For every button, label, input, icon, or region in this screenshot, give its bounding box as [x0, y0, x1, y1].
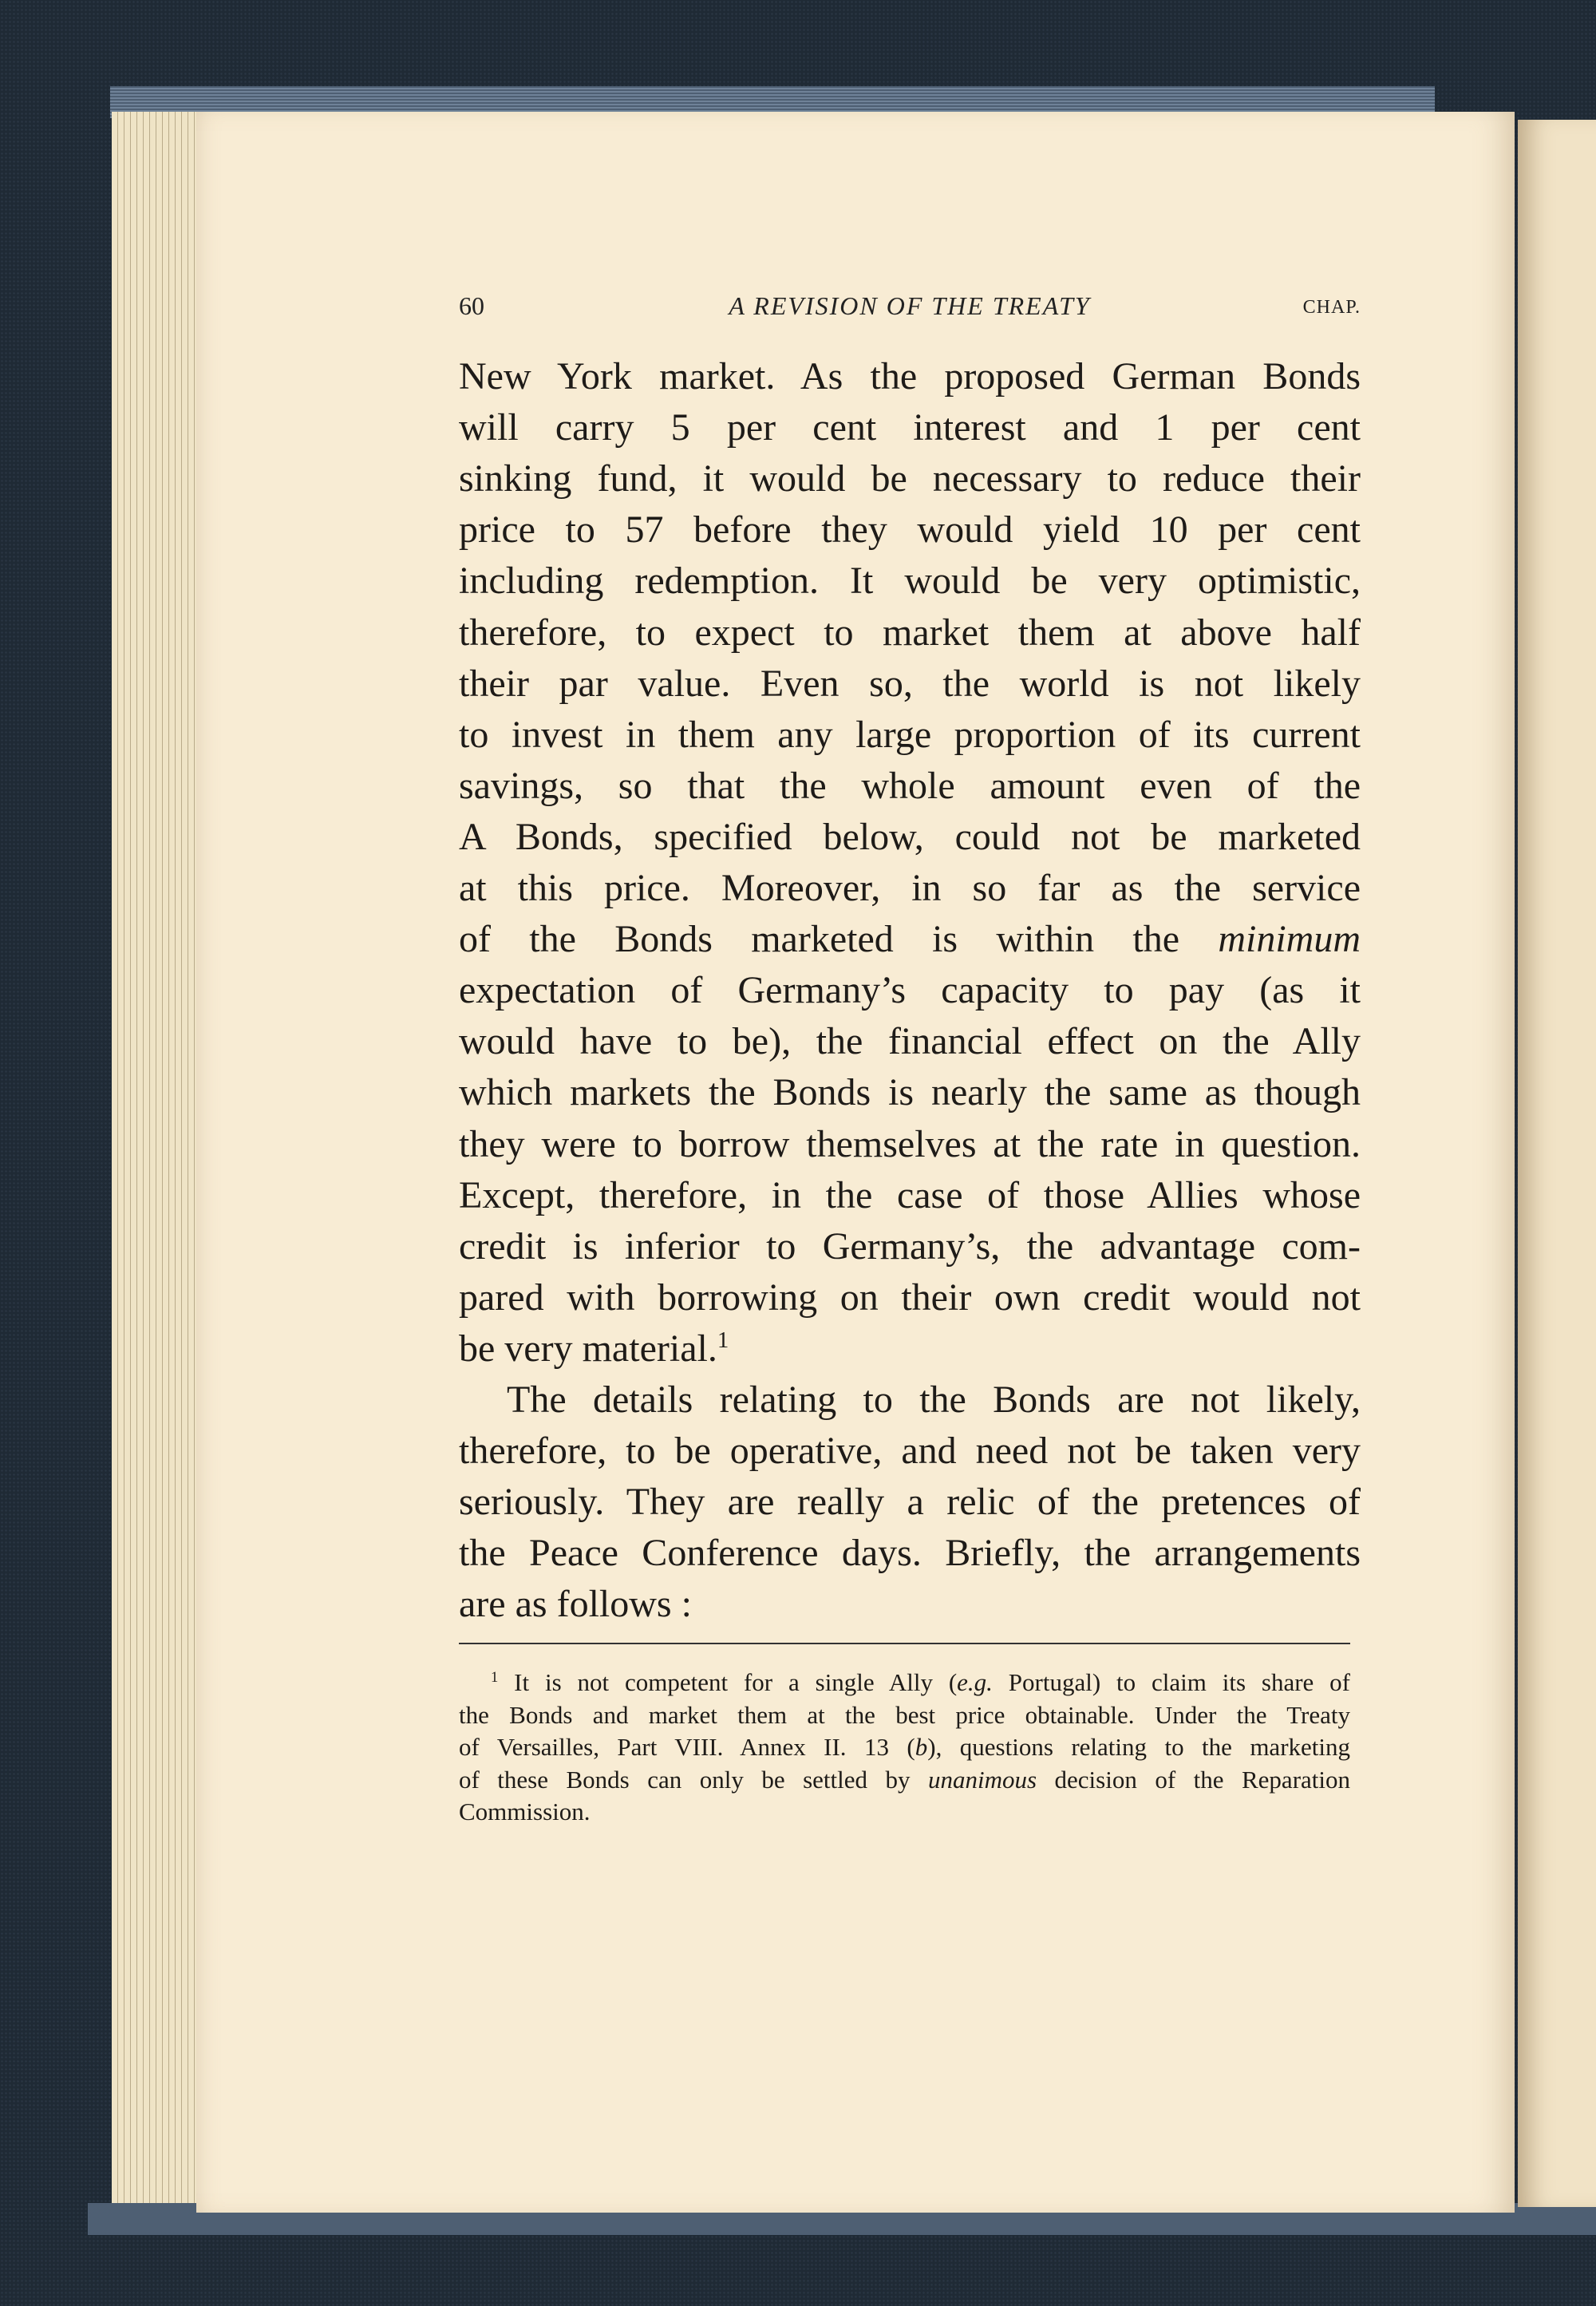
text-span: b [915, 1733, 928, 1761]
text-line [459, 1173, 1361, 1216]
text-span: pared with borrowing on their own credit would not [459, 1276, 1361, 1319]
text-line [459, 1585, 1361, 1624]
text-span: which markets the Bonds is nearly the same as though [459, 1071, 1361, 1114]
text-span: New York market. As the proposed German Bonds [459, 355, 1361, 398]
text-line [459, 1022, 1361, 1061]
text-line [459, 713, 1361, 756]
chapter-label: CHAP. [1302, 297, 1361, 318]
footnote-marker: 1 [717, 1327, 729, 1353]
text-span: price to 57 before they would yield 10 per cent [459, 508, 1361, 552]
text-span: therefore, to be operative, and need not be taken very [459, 1430, 1361, 1473]
text-span: It is not competent for a single Ally ( [498, 1668, 958, 1696]
text-span: seriously. They are really a relic of the pretences of [459, 1481, 1361, 1524]
text-span: will carry 5 per cent interest and 1 per cent [459, 406, 1361, 449]
text-span: unanimous [927, 1765, 1037, 1794]
text-span: Except, therefore, in the case of those Allies whose [459, 1173, 1361, 1216]
page-edges [112, 112, 207, 2219]
text-line [459, 1430, 1361, 1473]
text-span: at this price. Moreover, in so far as the service [459, 867, 1361, 909]
text-span: to invest in them any large proportion of its current [459, 713, 1361, 756]
text-line [459, 1532, 1361, 1575]
running-title: A REVISION OF THE TREATY [729, 291, 1091, 320]
facing-page [1518, 120, 1596, 2207]
text-span: e.g. [957, 1668, 993, 1696]
text-span: would have to be), the financial effect on the Ally [459, 1020, 1361, 1063]
text-line [459, 971, 1361, 1010]
text-line [459, 406, 1361, 449]
text-span: of these Bonds can only be settled by [459, 1765, 928, 1794]
text-span: the Peace Conference days. Briefly, the arrangements [459, 1532, 1361, 1575]
footnote-rule [459, 1643, 1350, 1644]
footnote-line [459, 1767, 1350, 1792]
text-span: minimum [1218, 918, 1361, 961]
text-line [459, 611, 1361, 654]
footnote-line [459, 1670, 1350, 1695]
text-line [459, 1224, 1361, 1268]
text-line [459, 920, 1361, 959]
text-span: ), questions relating to the marketing [927, 1733, 1351, 1761]
text-line [459, 869, 1361, 908]
footnote-marker: 1 [491, 1668, 499, 1686]
text-span: expectation of Germany’s capacity to pay (as it [459, 969, 1361, 1012]
text-line [459, 1071, 1361, 1114]
text-span: including redemption. It would be very optimistic, [459, 560, 1361, 603]
text-line [459, 1276, 1361, 1319]
text-span: the Bonds and market them at the best price obtainable. Under the Treaty [459, 1700, 1350, 1729]
text-line [459, 508, 1361, 552]
text-span: they were to borrow themselves at the rate in question. [459, 1122, 1361, 1165]
text-line [459, 815, 1361, 858]
text-line [459, 1378, 1361, 1421]
text-line [459, 1481, 1361, 1524]
text-line [459, 1122, 1361, 1165]
text-span: decision of the Reparation [1037, 1765, 1350, 1794]
text-span: are as follows : [459, 1583, 692, 1626]
text-span: sinking fund, it would be necessary to reduce their [459, 457, 1361, 500]
footnote-line [459, 1700, 1350, 1729]
text-line [459, 457, 1361, 500]
text-span: of the Bonds marketed is within the [459, 918, 1219, 961]
text-line [459, 662, 1361, 705]
text-span: savings, so that the whole amount even of the [459, 764, 1361, 807]
text-line [459, 355, 1361, 398]
text-line [459, 764, 1361, 807]
text-span: of Versailles, Part VIII. Annex II. 13 ( [459, 1733, 915, 1761]
text-span: their par value. Even so, the world is not likely [459, 662, 1361, 705]
text-span: therefore, to expect to market them at above half [459, 611, 1361, 654]
text-span: credit is inferior to Germany’s, the advantage com- [459, 1224, 1361, 1268]
text-span: Portugal) to claim its share of [992, 1668, 1350, 1696]
text-span: A Bonds, specified below, could not be marketed [459, 815, 1361, 858]
text-span: Commission. [459, 1798, 591, 1825]
text-span: The details relating to the Bonds are not likely, [507, 1378, 1361, 1421]
text-span: be very material. [459, 1327, 717, 1370]
page-number: 60 [459, 291, 484, 320]
text-line [459, 560, 1361, 603]
footnote-line [459, 1734, 1350, 1759]
footnote-line [459, 1799, 1350, 1824]
text-line [459, 1327, 1361, 1370]
